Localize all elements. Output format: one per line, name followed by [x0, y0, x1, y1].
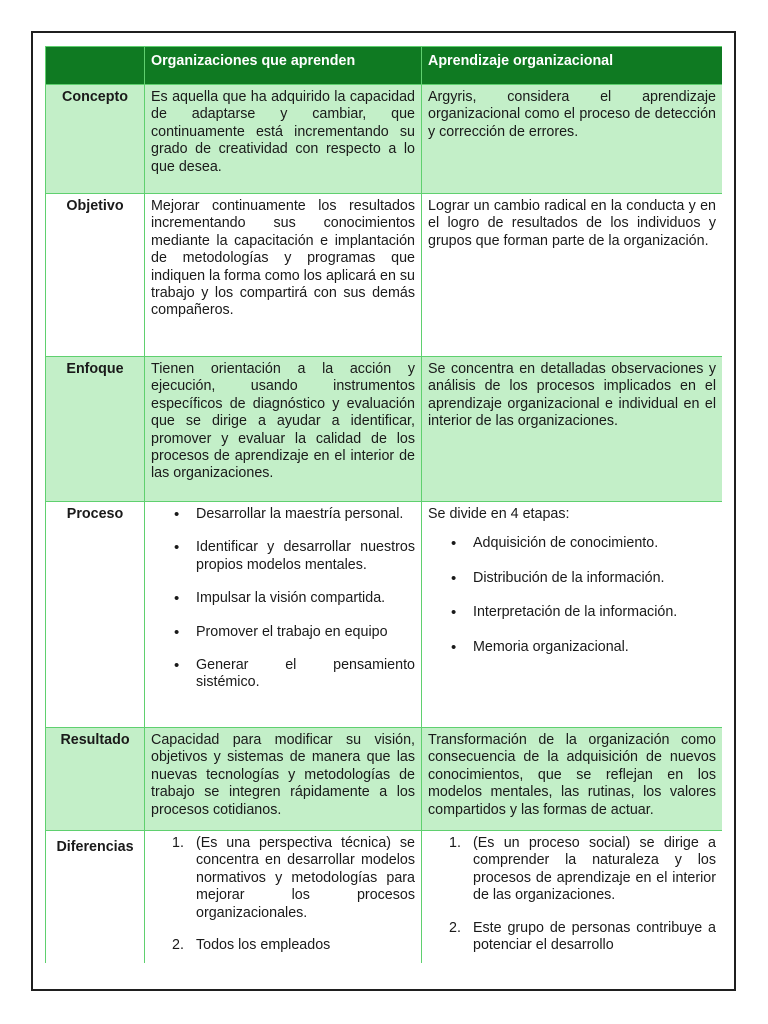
objetivo-right-cell: Lograr un cambio radical en la conducta y en el logro de resultados de los individuos y grupos que forman parte de la organización. [422, 194, 723, 357]
list-item-text: (Es un proceso social) se dirige a comprender la naturaleza y los procesos de aprendizaje en el interior de las organizaciones. [473, 835, 716, 904]
proceso-left-list [151, 506, 415, 692]
list-item: • Adquisición de conocimiento. [473, 535, 716, 552]
table-row-enfoque [46, 357, 723, 502]
list-item: • Distribución de la información. [473, 570, 716, 587]
row-label-concepto: Concepto [46, 85, 145, 194]
table-row-concepto [46, 85, 723, 194]
list-item [449, 919, 716, 955]
list-item: • Impulsar la visión compartida. [196, 590, 415, 607]
concepto-right-cell: Argyris, considera el aprendizaje organizacional como el proceso de detección y corrección de errores. [422, 85, 723, 194]
table-row-resultado [46, 728, 723, 831]
list-item: • Desarrollar la maestría personal. [196, 506, 415, 523]
list-item: • Identificar y desarrollar nuestros propios modelos mentales. [196, 539, 415, 574]
proceso-right-list [428, 535, 716, 656]
list-item: • Generar el pensamiento sistémico. [196, 657, 415, 692]
diferencias-left-cell [145, 831, 422, 964]
table-header-row [46, 47, 723, 85]
list-item: • Interpretación de la información. [473, 604, 716, 621]
diferencias-right-list [428, 835, 716, 954]
list-number: 1. [172, 835, 184, 851]
list-item: • Promover el trabajo en equipo [196, 624, 415, 641]
list-item-text: (Es una perspectiva técnica) se concentra en desarrollar modelos normativos y metodologías para mejorar los procesos organizacionales. [196, 835, 415, 921]
objetivo-left-cell: Mejorar continuamente los resultados incrementando sus conocimientos mediante la capacitación e implantación de metodologías y programas que indiquen la forma como los aplicará en su trabajo y los compartirá con sus demás compañeros. [145, 194, 422, 357]
list-item [449, 835, 716, 905]
diferencias-right-cell [422, 831, 723, 964]
proceso-left-cell [145, 502, 422, 728]
list-number: 1. [449, 835, 461, 851]
row-label-diferencias: Diferencias [46, 831, 145, 964]
list-item [172, 835, 415, 922]
table-row-diferencias [46, 831, 723, 964]
resultado-right-cell: Transformación de la organización como consecuencia de la adquisición de nuevos conocimientos, que se reflejan en los modelos mentales, las rutinas, los valores compartidos y las formas de actuar. [422, 728, 723, 831]
resultado-left-cell: Capacidad para modificar su visión, objetivos y sistemas de manera que las nuevas tecnologías y metodologías de trabajo se integren rápidamente a los procesos cotidianos. [145, 728, 422, 831]
header-aprendizaje-organizacional: Aprendizaje organizacional [422, 47, 723, 85]
proceso-right-cell [422, 502, 723, 728]
comparison-table [45, 46, 722, 963]
row-label-objetivo: Objetivo [46, 194, 145, 357]
list-item-text: Todos los empleados [196, 937, 331, 954]
row-label-enfoque: Enfoque [46, 357, 145, 502]
list-number: 2. [449, 919, 461, 936]
list-item-text: Este grupo de personas contribuye a potenciar el desarrollo [473, 919, 716, 954]
diferencias-left-list [151, 835, 415, 954]
header-organizaciones-que-aprenden: Organizaciones que aprenden [145, 47, 422, 85]
header-corner-cell [46, 47, 145, 85]
table-row-proceso [46, 502, 723, 728]
list-item [172, 937, 415, 954]
enfoque-right-cell: Se concentra en detalladas observaciones y análisis de los procesos implicados en el aprendizaje organizacional e individual en el interior de las organizaciones. [422, 357, 723, 502]
row-label-resultado: Resultado [46, 728, 145, 831]
comparison-table-container [45, 46, 722, 963]
list-number: 2. [172, 937, 184, 954]
enfoque-left-cell: Tienen orientación a la acción y ejecución, usando instrumentos específicos de diagnóstico y evaluación que se dirige a ayudar a identificar, promover y evaluar la calidad de los procesos de aprendizaje en el interior de las organizaciones. [145, 357, 422, 502]
table-row-objetivo [46, 194, 723, 357]
row-label-proceso: Proceso [46, 502, 145, 728]
list-item: • Memoria organizacional. [473, 639, 716, 656]
proceso-right-intro: Se divide en 4 etapas: [428, 506, 570, 522]
concepto-left-cell: Es aquella que ha adquirido la capacidad de adaptarse y cambiar, que continuamente está incrementando su grado de creatividad con respecto a lo que desea. [145, 85, 422, 194]
